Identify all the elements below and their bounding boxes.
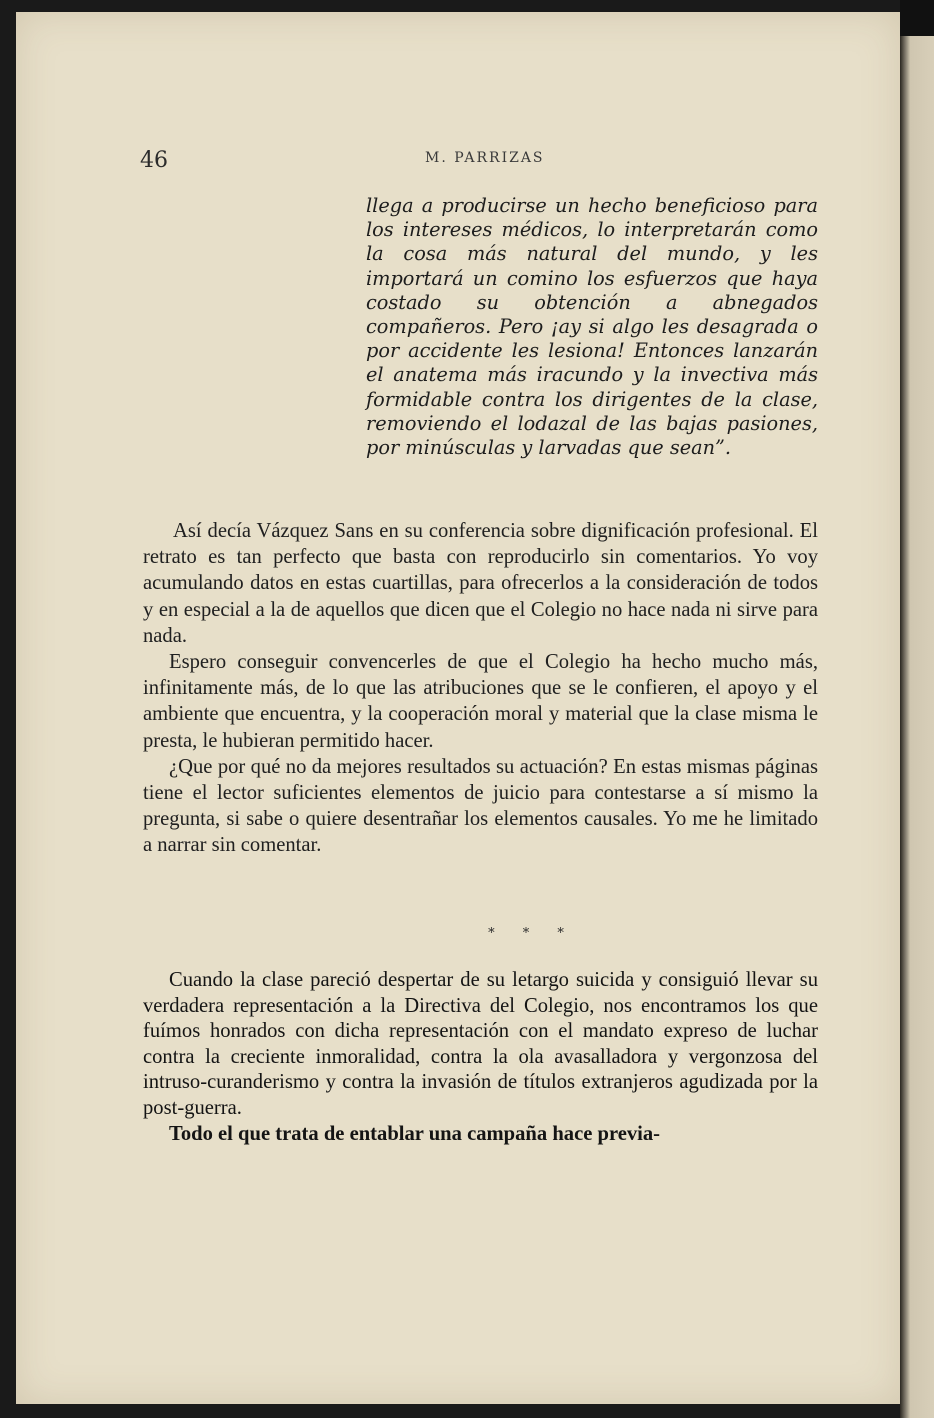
running-head: M. PARRIZAS: [425, 150, 545, 166]
body-section-1: [143, 518, 818, 859]
scan-edge: [900, 0, 934, 36]
book-gutter: [900, 36, 934, 1418]
body-section-2: [143, 968, 818, 1147]
paragraph: Cuando la clase pareció despertar de su letargo suicida y consiguió llevar su verdadera representación a la Directiva del Colegio, nos encontramos los que fuímos honrados con dicha representación con el mandato expreso de luchar contra la creciente inmoralidad, contra la ola avasalladora y vergonzosa del intruso-curanderismo y contra la invasión de títulos extranjeros agudizada por la post-guerra.: [143, 969, 818, 1119]
quote-text: llega a producirse un hecho beneficioso para los intereses médicos, lo interpretarán como la cosa más natural del mundo, y les importará un comino los esfuerzos que haya costado su obtención a abnegados compañeros. Pero ¡ay si algo les desagrada o por accidente les lesiona! Entonces lanzarán el anatema más iracundo y la invectiva más formidable contra los dirigentes de la clase, removiendo el lodazal de las bajas pasiones, por minúsculas y larvadas que sean”.: [366, 194, 818, 460]
paragraph: Espero conseguir convencerles de que el Colegio ha hecho mucho más, infinitamente más, de lo que las atribuciones que se le confieren, el apoyo y el ambiente que encuentra, y la cooperación moral y material que la clase misma le presta, le hubieran permitido hacer.: [143, 651, 818, 752]
paragraph: ¿Que por qué no da mejores resultados su actuación? En estas mismas páginas tiene el lector suficientes elementos de juicio para contestarse a sí mismo la pregunta, si sabe o quiere desentrañar los elementos causales. Yo me he limitado a narrar sin comentar.: [143, 755, 818, 857]
block-quote: [366, 194, 818, 460]
paragraph: Así decía Vázquez Sans en su conferencia sobre dignificación profesional. El retrato es tan perfecto que basta con reproducirlo sin comentarios. Yo voy acumulando datos en estas cuartillas, para ofrecerlos a la consideración de todos y en especial a la de aquellos que dicen que el Colegio no hace nada ni sirve para nada.: [143, 520, 818, 647]
section-separator: * * *: [488, 926, 576, 941]
paragraph: Todo el que trata de entablar una campaña hace previa-: [169, 1122, 661, 1145]
page-number: 46: [140, 148, 168, 173]
page-header: [0, 148, 934, 173]
